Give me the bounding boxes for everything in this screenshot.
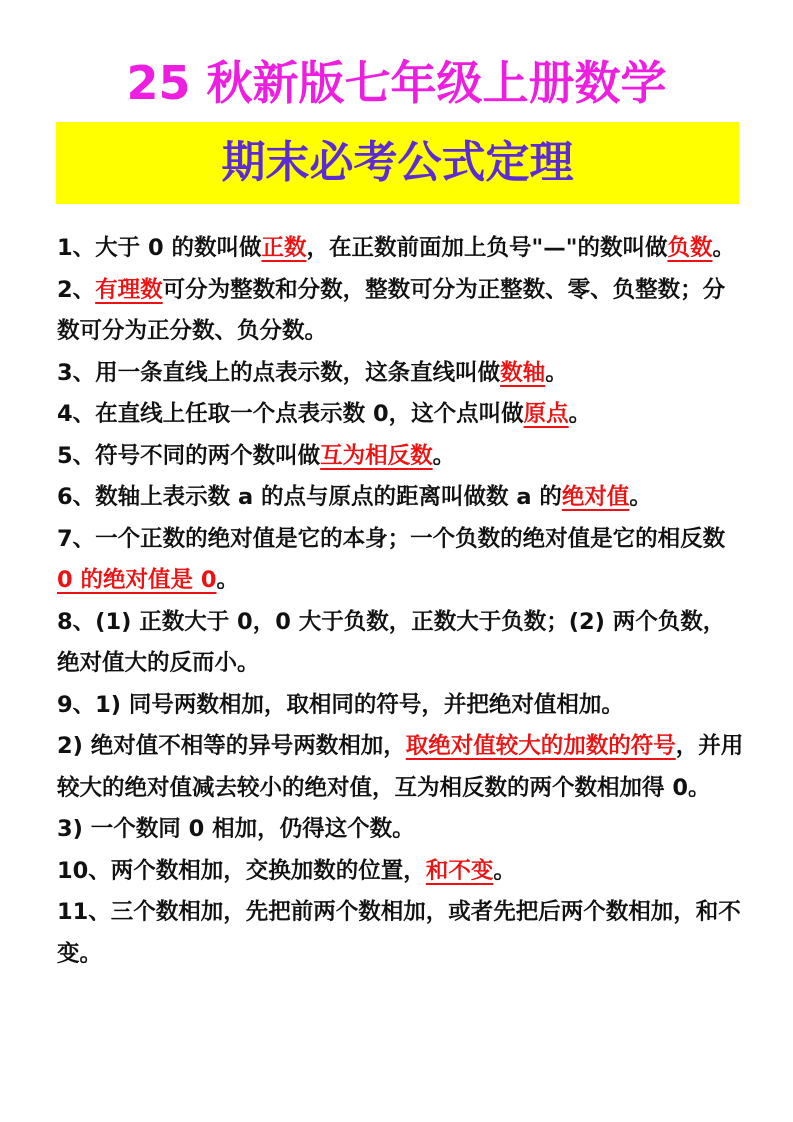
- key-term: 负数: [667, 235, 713, 261]
- formula-item: [57, 394, 747, 436]
- formula-item: [57, 602, 747, 685]
- item-text: 7、一个正数的绝对值是它的本身；一个负数的绝对值是它的相反数: [57, 525, 726, 552]
- key-term: 和不变: [425, 857, 494, 884]
- item-text: 10、两个数相加，交换加数的位置，: [57, 857, 426, 884]
- key-term: 原点: [523, 401, 569, 427]
- formula-item: [57, 270, 747, 353]
- item-text: 1、大于 0 的数叫做: [57, 235, 262, 261]
- key-term: 正数: [261, 235, 307, 261]
- item-text: 3) 一个数同 0 相加，仍得这个数。: [57, 816, 415, 842]
- item-text: 6、数轴上表示数 a 的点与原点的距离叫做数 a 的: [57, 484, 562, 510]
- subtitle-banner: 期末必考公式定理: [56, 122, 739, 204]
- item-text: 。: [545, 359, 568, 386]
- formula-item: [57, 726, 747, 809]
- key-term: 有理数: [95, 276, 163, 303]
- key-term: 0 的绝对值是 0: [57, 567, 217, 593]
- formula-item: [57, 228, 747, 270]
- item-text: 5、符号不同的两个数叫做: [57, 442, 321, 469]
- item-text: 4、在直线上任取一个点表示数 0，这个点叫做: [57, 401, 524, 427]
- item-text: 。: [493, 857, 516, 884]
- item-text: 。: [568, 401, 592, 427]
- item-text: 可分为整数和分数，整数可分为正整数、零、负整数；分数可分为正分数、负分数。: [57, 276, 726, 344]
- formula-item: [57, 477, 747, 519]
- item-text: 。: [216, 567, 239, 593]
- item-text: 。: [629, 484, 652, 510]
- key-term: 数轴: [500, 359, 546, 386]
- item-text: 8、(1) 正数大于 0，0 大于负数，正数大于负数；(2) 两个负数，绝对值大的反而小。: [57, 608, 726, 676]
- item-text: 3、用一条直线上的点表示数，这条直线叫做: [57, 359, 501, 386]
- page-title: 25 秋新版七年级上册数学: [126, 56, 667, 110]
- formula-item: [57, 519, 747, 602]
- item-text: 。: [432, 442, 456, 469]
- item-text: ，并用较大的绝对值减去较小的绝对值，互为相反数的两个数相加得 0。: [57, 733, 744, 801]
- key-term: 取绝对值较大的加数的符号: [405, 733, 676, 759]
- item-text: ，在正数前面加上负号"—"的数叫做: [306, 235, 668, 261]
- key-term: 绝对值: [561, 484, 630, 510]
- formula-item: [57, 685, 747, 727]
- formula-item: [57, 436, 747, 478]
- item-text: 。: [712, 235, 735, 261]
- item-text: 2、: [57, 276, 96, 303]
- item-text: 11、三个数相加，先把前两个数相加，或者先把后两个数相加，和不变。: [57, 899, 741, 967]
- item-text: 9、1) 同号两数相加，取相同的符号，并把绝对值相加。: [57, 691, 624, 718]
- key-term: 互为相反数: [320, 442, 433, 469]
- item-text: 2) 绝对值不相等的异号两数相加，: [57, 733, 406, 759]
- formula-item: [57, 809, 747, 851]
- formula-item: [57, 892, 747, 975]
- formula-list: [57, 228, 747, 975]
- formula-item: [57, 851, 747, 893]
- formula-item: [57, 353, 747, 395]
